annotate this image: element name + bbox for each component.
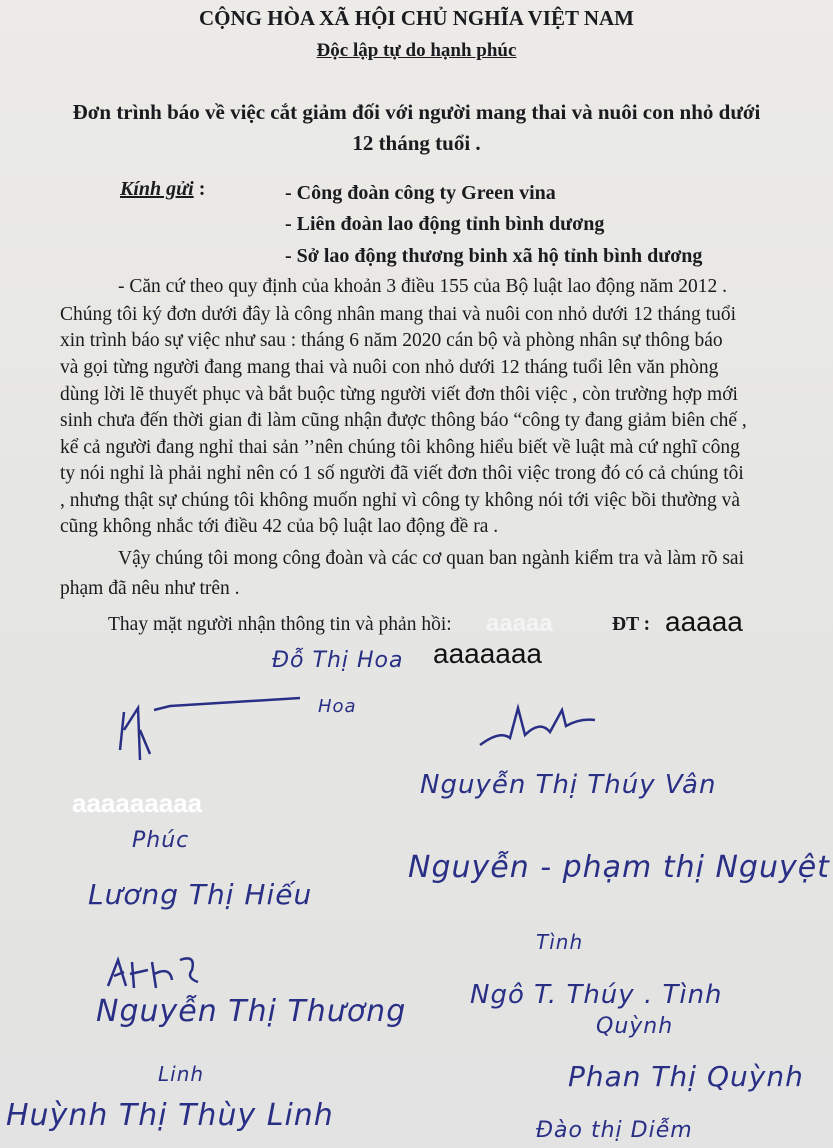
scribble-mark-left (110, 690, 310, 770)
signature-3: Nguyễn Thị Thúy Vân (420, 770, 717, 800)
scribble-mark-right (470, 690, 610, 760)
signature-13: Huỳnh Thị Thùy Linh (6, 1098, 334, 1133)
contact-label: Thay mặt người nhận thông tin và phản hồi: (108, 614, 452, 635)
body-line-4: và gọi từng người đang mang thai và nuôi con nhỏ dưới 12 tháng tuổi lên văn phòng (60, 357, 719, 378)
body-line-10: cũng không nhắc tới điều 42 của bộ luật lao động đề ra . (60, 516, 499, 537)
redacted-signer: aaaaaaa (433, 638, 543, 669)
signature-8: Nguyễn Thị Thương (96, 994, 407, 1029)
document-title-line1: Đơn trình báo về việc cắt giảm đối với người mang thai và nuôi con nhỏ dưới (72, 100, 761, 124)
closing-line-1: Vậy chúng tôi mong công đoàn và các cơ quan ban ngành kiểm tra và làm rõ sai (118, 548, 744, 569)
signature-2: Hoa (318, 696, 357, 717)
redacted-contact-name: aaaaa (486, 610, 553, 637)
signature-9: Ngô T. Thúy . Tình (470, 980, 723, 1010)
signature-11: Linh (158, 1062, 205, 1086)
body-line-3: xin trình báo sự việc như sau : tháng 6 năm 2020 cán bộ và phòng nhân sự thông báo (60, 330, 723, 351)
body-line-9: , nhưng thật sự chúng tôi không muốn nghỉ vì công ty không nói tới việc bồi thường và (60, 490, 741, 511)
phone-label: ĐT : (612, 614, 651, 635)
body-line-5: dùng lời lẽ thuyết phục và bắt buộc từng người viết đơn thôi việc , còn trường hợp mới (60, 384, 738, 405)
body-line-2: Chúng tôi ký đơn dưới đây là công nhân mang thai và nuôi con nhỏ dưới 12 tháng tuổi (60, 304, 736, 325)
signature-1: Đỗ Thị Hoa (272, 648, 404, 673)
recipients-label-group (120, 178, 205, 201)
signature-7: Tình (536, 930, 584, 954)
recipient-1: - Công đoàn công ty Green vina (285, 182, 556, 204)
scribble-mark-initials (100, 948, 210, 998)
document-title-line2: 12 tháng tuổi . (352, 131, 481, 155)
body-line-6: sinh chưa đến thời gian đi làm cũng nhận được thông báo “công ty đang giảm biên chế , (60, 410, 747, 431)
closing-line-2: phạm đã nêu như trên . (60, 578, 240, 599)
motto: Độc lập tự do hạnh phúc (316, 40, 517, 61)
body-line-7: kể cả người đang nghỉ thai sản ’’nên chúng tôi không hiểu biết về luật mà cứ nghĩ công (60, 437, 740, 458)
recipient-3: - Sở lao động thương binh xã hộ tỉnh bình dương (285, 245, 703, 267)
signature-6: Nguyễn - phạm thị Nguyệt (408, 850, 830, 885)
recipients-colon: : (198, 178, 206, 200)
signature-4: Phúc (132, 828, 190, 853)
body-line-8: ty nói nghỉ là phải nghỉ nên có 1 số người đã viết đơn thôi việc trong đó có cả chúng tôi (60, 463, 744, 484)
recipients-label: Kính gửi (120, 178, 194, 200)
country-header: CỘNG HÒA XÃ HỘI CHỦ NGHĨA VIỆT NAM (198, 6, 635, 30)
signature-12: Phan Thị Quỳnh (568, 1060, 804, 1093)
redacted-phone: aaaaa (665, 606, 743, 637)
redacted-left-signer: aaaaaaaaa (72, 788, 203, 818)
signature-14: Đào thị Diễm (536, 1118, 693, 1143)
signature-5: Lương Thị Hiếu (88, 878, 313, 911)
signature-10: Quỳnh (596, 1014, 674, 1039)
recipient-2: - Liên đoàn lao động tỉnh bình dương (285, 213, 605, 235)
body-line-1: - Căn cứ theo quy định của khoản 3 điều 155 của Bộ luật lao động năm 2012 . (118, 276, 727, 297)
